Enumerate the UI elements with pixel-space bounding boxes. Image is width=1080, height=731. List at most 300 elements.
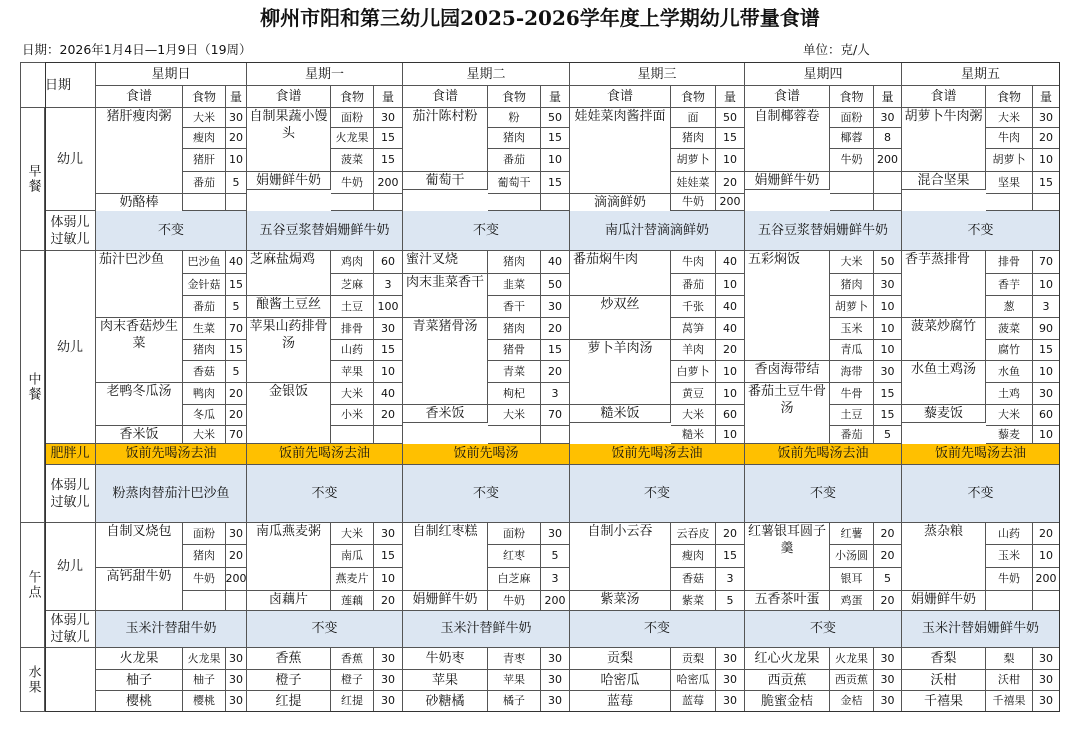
food-amount: 20 bbox=[716, 523, 745, 545]
food-item: 牛奶 bbox=[830, 149, 874, 172]
food-amount: 60 bbox=[716, 405, 745, 426]
food-item: 大米 bbox=[830, 251, 874, 274]
food-item: 玉米 bbox=[830, 318, 874, 340]
food-amount: 30 bbox=[374, 523, 403, 545]
lunch-alt: 粉蒸肉替茄汁巴沙鱼 bbox=[96, 465, 247, 523]
food-amount: 5 bbox=[226, 361, 247, 383]
food-header: 食物 bbox=[671, 86, 716, 108]
food-amount: 10 bbox=[716, 426, 745, 444]
food-item: 土豆 bbox=[830, 405, 874, 426]
food-item: 南瓜 bbox=[331, 545, 374, 568]
food-item: 瘦肉 bbox=[671, 545, 716, 568]
food-item: 海带 bbox=[830, 361, 874, 383]
food-amount: 15 bbox=[374, 340, 403, 361]
food-amount: 10 bbox=[874, 296, 902, 318]
fruit-item: 柚子 bbox=[183, 670, 226, 691]
date-header: 日期 bbox=[20, 62, 96, 108]
food-item: 牛奶 bbox=[671, 194, 716, 211]
food-amount: 5 bbox=[874, 568, 902, 591]
food-item: 大米 bbox=[986, 108, 1033, 128]
food-amount: 30 bbox=[874, 108, 902, 128]
fruit-item: 樱桃 bbox=[183, 691, 226, 712]
page-title: 柳州市阳和第三幼儿园2025-2026学年度上学期幼儿带量食谱 bbox=[260, 6, 820, 30]
food-amount: 90 bbox=[1033, 318, 1060, 340]
breakfast-alt: 不变 bbox=[96, 211, 247, 251]
food-item: 粉 bbox=[488, 108, 541, 128]
food-amount: 15 bbox=[226, 340, 247, 361]
dish-name: 五香茶叶蛋 bbox=[745, 591, 830, 611]
dish-name: 青菜猪骨汤 bbox=[403, 318, 488, 405]
amount-header: 量 bbox=[226, 86, 247, 108]
fruit-amount: 30 bbox=[716, 670, 745, 691]
fruit-item: 哈密瓜 bbox=[671, 670, 716, 691]
food-item: 坚果 bbox=[986, 172, 1033, 194]
food-item: 猪肉 bbox=[183, 340, 226, 361]
lunch-alt: 不变 bbox=[745, 465, 902, 523]
fruit-name: 橙子 bbox=[247, 670, 331, 691]
food-amount: 20 bbox=[226, 405, 247, 426]
breakfast-alt: 南瓜汁替滴滴鲜奶 bbox=[570, 211, 745, 251]
snack-alt: 不变 bbox=[247, 611, 403, 648]
food-item: 面粉 bbox=[830, 108, 874, 128]
food-item bbox=[488, 194, 541, 211]
dish-name: 自制叉烧包 bbox=[96, 523, 183, 568]
food-item: 牛奶 bbox=[331, 172, 374, 194]
food-item: 香菇 bbox=[671, 568, 716, 591]
food-amount: 15 bbox=[374, 149, 403, 172]
food-amount: 10 bbox=[226, 149, 247, 172]
food-item: 面粉 bbox=[331, 108, 374, 128]
food-item: 莴笋 bbox=[671, 318, 716, 340]
amount-header: 量 bbox=[874, 86, 902, 108]
dish-name: 娟姗鲜牛奶 bbox=[745, 172, 830, 190]
dish-name: 老鸭冬瓜汤 bbox=[96, 383, 183, 426]
food-amount: 60 bbox=[374, 251, 403, 274]
lunch-alt: 不变 bbox=[247, 465, 403, 523]
snack-alt: 不变 bbox=[570, 611, 745, 648]
dish-name: 娟姗鲜牛奶 bbox=[403, 591, 488, 611]
food-amount: 40 bbox=[716, 251, 745, 274]
fruit-item: 火龙果 bbox=[183, 648, 226, 670]
food-item: 红薯 bbox=[830, 523, 874, 545]
fruit-item: 梨 bbox=[986, 648, 1033, 670]
food-item: 番茄 bbox=[671, 274, 716, 296]
food-amount: 50 bbox=[716, 108, 745, 128]
food-item: 大米 bbox=[331, 383, 374, 405]
dish-name: 胡萝卜牛肉粥 bbox=[902, 108, 986, 172]
dish-name: 娟姗鲜牛奶 bbox=[902, 591, 986, 611]
dish-name: 茄汁巴沙鱼 bbox=[96, 251, 183, 318]
dish-name: 高钙甜牛奶 bbox=[96, 568, 183, 611]
fruit-item: 金桔 bbox=[830, 691, 874, 712]
food-item: 牛奶 bbox=[488, 591, 541, 611]
food-amount: 5 bbox=[226, 296, 247, 318]
fruit-item: 沃柑 bbox=[986, 670, 1033, 691]
food-amount: 40 bbox=[716, 318, 745, 340]
fruit-item: 千禧果 bbox=[986, 691, 1033, 712]
food-item: 大米 bbox=[488, 405, 541, 426]
food-amount: 15 bbox=[541, 172, 570, 194]
food-header: 食物 bbox=[183, 86, 226, 108]
fruit-item: 蓝莓 bbox=[671, 691, 716, 712]
snack-alt: 不变 bbox=[745, 611, 902, 648]
obese-note: 饭前先喝汤去油 bbox=[96, 444, 247, 465]
food-amount: 200 bbox=[374, 172, 403, 194]
food-item: 猪肉 bbox=[671, 128, 716, 149]
food-amount: 70 bbox=[226, 426, 247, 444]
food-item: 鸡蛋 bbox=[830, 591, 874, 611]
dish-name: 糙米饭 bbox=[570, 405, 671, 423]
food-item: 土鸡 bbox=[986, 383, 1033, 405]
dish-name: 红薯银耳圆子羹 bbox=[745, 523, 830, 591]
food-amount: 70 bbox=[1033, 251, 1060, 274]
recipe-header: 食谱 bbox=[247, 86, 331, 108]
food-amount: 10 bbox=[1033, 274, 1060, 296]
recipe-header: 食谱 bbox=[96, 86, 183, 108]
food-amount: 10 bbox=[374, 568, 403, 591]
food-amount bbox=[874, 194, 902, 211]
fruit-amount: 30 bbox=[1033, 691, 1060, 712]
weak-label: 体弱儿过敏儿 bbox=[45, 611, 96, 648]
food-item: 娃娃菜 bbox=[671, 172, 716, 194]
fruit-amount: 30 bbox=[541, 691, 570, 712]
snack-alt: 玉米汁替鲜牛奶 bbox=[403, 611, 570, 648]
fruit-name: 香梨 bbox=[902, 648, 986, 670]
food-item: 腐竹 bbox=[986, 340, 1033, 361]
fruit-amount: 30 bbox=[374, 670, 403, 691]
snack-alt: 玉米汁替娟姗鲜牛奶 bbox=[902, 611, 1060, 648]
dish-name: 番茄土豆牛骨汤 bbox=[745, 383, 830, 444]
food-amount: 30 bbox=[226, 523, 247, 545]
fruit-name: 火龙果 bbox=[96, 648, 183, 670]
dish-name: 芝麻盐焗鸡 bbox=[247, 251, 331, 296]
recipe-header: 食谱 bbox=[902, 86, 986, 108]
food-amount: 20 bbox=[541, 318, 570, 340]
food-amount: 40 bbox=[541, 251, 570, 274]
fruit-amount: 30 bbox=[374, 648, 403, 670]
fruit-name: 柚子 bbox=[96, 670, 183, 691]
food-item: 香菇 bbox=[183, 361, 226, 383]
food-item bbox=[830, 172, 874, 194]
fruit-item: 香蕉 bbox=[331, 648, 374, 670]
amount-header: 量 bbox=[374, 86, 403, 108]
food-item: 面粉 bbox=[183, 523, 226, 545]
fruit-amount: 30 bbox=[716, 691, 745, 712]
fruit-name: 牛奶枣 bbox=[403, 648, 488, 670]
food-item: 牛肉 bbox=[986, 128, 1033, 149]
food-item: 胡萝卜 bbox=[671, 149, 716, 172]
dish-name: 蜜汁叉烧 bbox=[403, 251, 488, 274]
fruit-name: 千禧果 bbox=[902, 691, 986, 712]
food-amount: 3 bbox=[1033, 296, 1060, 318]
food-amount: 3 bbox=[716, 568, 745, 591]
food-item: 小米 bbox=[331, 405, 374, 426]
fruit-amount: 30 bbox=[226, 691, 247, 712]
food-amount: 5 bbox=[541, 545, 570, 568]
fruit-amount: 30 bbox=[541, 670, 570, 691]
dish-name: 自制椰蓉卷 bbox=[745, 108, 830, 172]
child-label: 幼儿 bbox=[45, 108, 96, 211]
food-item: 香干 bbox=[488, 296, 541, 318]
food-amount: 15 bbox=[541, 128, 570, 149]
snack-label: 午点 bbox=[20, 523, 45, 648]
food-item bbox=[183, 194, 226, 211]
food-amount: 10 bbox=[1033, 426, 1060, 444]
food-item: 香芋 bbox=[986, 274, 1033, 296]
fruit-blank bbox=[45, 648, 96, 712]
food-amount: 30 bbox=[874, 361, 902, 383]
recipe-header: 食谱 bbox=[403, 86, 488, 108]
food-item: 番茄 bbox=[488, 149, 541, 172]
food-item: 生菜 bbox=[183, 318, 226, 340]
food-item: 猪肉 bbox=[488, 251, 541, 274]
food-header: 食物 bbox=[331, 86, 374, 108]
food-item: 大米 bbox=[331, 523, 374, 545]
food-amount: 20 bbox=[226, 383, 247, 405]
food-amount: 20 bbox=[874, 545, 902, 568]
day-header: 星期四 bbox=[745, 62, 902, 86]
fruit-name: 红心火龙果 bbox=[745, 648, 830, 670]
fruit-amount: 30 bbox=[226, 670, 247, 691]
food-amount: 30 bbox=[541, 296, 570, 318]
food-item: 排骨 bbox=[986, 251, 1033, 274]
child-label: 幼儿 bbox=[45, 251, 96, 444]
fruit-name: 樱桃 bbox=[96, 691, 183, 712]
food-amount bbox=[874, 172, 902, 194]
food-item: 云吞皮 bbox=[671, 523, 716, 545]
food-amount: 10 bbox=[716, 383, 745, 405]
food-amount: 15 bbox=[226, 274, 247, 296]
food-item: 牛奶 bbox=[183, 568, 226, 591]
food-amount: 20 bbox=[716, 340, 745, 361]
food-header: 食物 bbox=[830, 86, 874, 108]
dish-name: 南瓜燕麦粥 bbox=[247, 523, 331, 591]
lunch-label: 中餐 bbox=[20, 251, 45, 523]
day-header: 星期三 bbox=[570, 62, 745, 86]
food-amount: 15 bbox=[1033, 172, 1060, 194]
dish-name: 香卤海带结 bbox=[745, 361, 830, 383]
breakfast-alt: 五谷豆浆替娟姗鲜牛奶 bbox=[247, 211, 403, 251]
food-item: 苹果 bbox=[331, 361, 374, 383]
food-amount: 50 bbox=[541, 108, 570, 128]
dish-name: 香米饭 bbox=[96, 426, 183, 444]
dish-name: 香米饭 bbox=[403, 405, 488, 423]
food-item: 大米 bbox=[671, 405, 716, 426]
food-item: 白萝卜 bbox=[671, 361, 716, 383]
food-amount: 40 bbox=[226, 251, 247, 274]
dish-name: 香芋蒸排骨 bbox=[902, 251, 986, 318]
food-amount: 20 bbox=[874, 523, 902, 545]
date-range: 日期：2026年1月4日—1月9日（19周） bbox=[22, 42, 252, 57]
dish-name: 酿酱土豆丝 bbox=[247, 296, 331, 318]
fruit-label: 水果 bbox=[20, 648, 45, 712]
fruit-amount: 30 bbox=[874, 648, 902, 670]
food-item: 葡萄干 bbox=[488, 172, 541, 194]
fruit-name: 香蕉 bbox=[247, 648, 331, 670]
food-item: 枸杞 bbox=[488, 383, 541, 405]
fruit-item: 苹果 bbox=[488, 670, 541, 691]
fruit-item: 橘子 bbox=[488, 691, 541, 712]
food-item: 猪肉 bbox=[183, 545, 226, 568]
food-item: 山药 bbox=[986, 523, 1033, 545]
food-amount: 15 bbox=[716, 128, 745, 149]
lunch-alt: 不变 bbox=[403, 465, 570, 523]
dish-name: 自制红枣糕 bbox=[403, 523, 488, 591]
breakfast-alt: 五谷豆浆替娟姗鲜牛奶 bbox=[745, 211, 902, 251]
food-amount: 15 bbox=[541, 340, 570, 361]
food-amount: 30 bbox=[874, 274, 902, 296]
food-item: 白芝麻 bbox=[488, 568, 541, 591]
dish-name: 金银饭 bbox=[247, 383, 331, 444]
dish-name: 茄汁陈村粉 bbox=[403, 108, 488, 172]
food-amount: 30 bbox=[374, 108, 403, 128]
food-amount: 10 bbox=[874, 340, 902, 361]
food-amount: 15 bbox=[374, 545, 403, 568]
food-item: 千张 bbox=[671, 296, 716, 318]
fruit-item: 红提 bbox=[331, 691, 374, 712]
food-amount: 20 bbox=[226, 545, 247, 568]
lunch-alt: 不变 bbox=[570, 465, 745, 523]
food-item: 巴沙鱼 bbox=[183, 251, 226, 274]
day-header: 星期一 bbox=[247, 62, 403, 86]
food-item: 金针菇 bbox=[183, 274, 226, 296]
fruit-item: 贡梨 bbox=[671, 648, 716, 670]
food-amount: 20 bbox=[226, 128, 247, 149]
obese-label: 肥胖儿 bbox=[45, 444, 96, 465]
obese-note: 饭前先喝汤去油 bbox=[745, 444, 902, 465]
food-amount: 20 bbox=[874, 591, 902, 611]
unit-label: 单位：克/人 bbox=[803, 42, 870, 57]
food-amount: 20 bbox=[1033, 523, 1060, 545]
food-item: 土豆 bbox=[331, 296, 374, 318]
breakfast-alt: 不变 bbox=[902, 211, 1060, 251]
dish-name: 蒸杂粮 bbox=[902, 523, 986, 591]
fruit-name: 苹果 bbox=[403, 670, 488, 691]
food-item bbox=[830, 194, 874, 211]
recipe-header: 食谱 bbox=[745, 86, 830, 108]
food-item: 鸡肉 bbox=[331, 251, 374, 274]
food-item: 红枣 bbox=[488, 545, 541, 568]
food-amount: 40 bbox=[374, 383, 403, 405]
dish-name: 混合坚果 bbox=[902, 172, 986, 190]
dish-name: 娃娃菜肉酱拌面 bbox=[570, 108, 671, 194]
fruit-amount: 30 bbox=[874, 670, 902, 691]
food-amount: 5 bbox=[716, 591, 745, 611]
food-amount: 30 bbox=[374, 318, 403, 340]
food-amount: 15 bbox=[374, 128, 403, 149]
food-amount: 20 bbox=[716, 172, 745, 194]
food-amount: 50 bbox=[874, 251, 902, 274]
food-item bbox=[183, 591, 226, 611]
breakfast-alt: 不变 bbox=[403, 211, 570, 251]
day-header: 星期二 bbox=[403, 62, 570, 86]
dish-name: 肉末香菇炒生菜 bbox=[96, 318, 183, 383]
food-item: 紫菜 bbox=[671, 591, 716, 611]
food-item: 猪骨 bbox=[488, 340, 541, 361]
dish-name: 猪肝瘦肉粥 bbox=[96, 108, 183, 194]
food-amount: 200 bbox=[541, 591, 570, 611]
obese-note: 饭前先喝汤 bbox=[403, 444, 570, 465]
fruit-name: 脆蜜金桔 bbox=[745, 691, 830, 712]
food-amount: 100 bbox=[374, 296, 403, 318]
food-item: 猪肉 bbox=[488, 318, 541, 340]
dish-name: 娟姗鲜牛奶 bbox=[247, 172, 331, 190]
food-amount: 10 bbox=[716, 149, 745, 172]
food-amount: 20 bbox=[1033, 128, 1060, 149]
food-amount bbox=[1033, 591, 1060, 611]
food-header: 食物 bbox=[488, 86, 541, 108]
food-amount: 30 bbox=[541, 523, 570, 545]
dish-name: 卤藕片 bbox=[247, 591, 331, 611]
food-item: 牛肉 bbox=[671, 251, 716, 274]
lunch-alt: 不变 bbox=[902, 465, 1060, 523]
food-amount bbox=[374, 426, 403, 444]
food-amount: 10 bbox=[374, 361, 403, 383]
food-item: 牛奶 bbox=[986, 568, 1033, 591]
food-item bbox=[986, 194, 1033, 211]
food-amount: 200 bbox=[874, 149, 902, 172]
food-amount: 10 bbox=[716, 274, 745, 296]
fruit-amount: 30 bbox=[374, 691, 403, 712]
food-amount: 10 bbox=[874, 318, 902, 340]
dish-name: 苹果山药排骨汤 bbox=[247, 318, 331, 383]
fruit-item: 火龙果 bbox=[830, 648, 874, 670]
food-item: 银耳 bbox=[830, 568, 874, 591]
food-item: 大米 bbox=[183, 426, 226, 444]
obese-note: 饭前先喝汤去油 bbox=[902, 444, 1060, 465]
food-item: 葱 bbox=[986, 296, 1033, 318]
day-header: 星期日 bbox=[96, 62, 247, 86]
food-item: 莲藕 bbox=[331, 591, 374, 611]
food-amount: 200 bbox=[1033, 568, 1060, 591]
food-amount: 30 bbox=[1033, 108, 1060, 128]
day-header: 星期五 bbox=[902, 62, 1060, 86]
food-amount: 20 bbox=[374, 405, 403, 426]
weak-label: 体弱儿过敏儿 bbox=[45, 211, 96, 251]
food-amount: 10 bbox=[716, 361, 745, 383]
food-item: 牛骨 bbox=[830, 383, 874, 405]
food-item: 椰蓉 bbox=[830, 128, 874, 149]
food-amount: 20 bbox=[374, 591, 403, 611]
food-item: 猪肉 bbox=[488, 128, 541, 149]
food-amount bbox=[1033, 194, 1060, 211]
fruit-name: 哈密瓜 bbox=[570, 670, 671, 691]
food-amount bbox=[226, 591, 247, 611]
breakfast-label: 早餐 bbox=[20, 108, 45, 251]
dish-name: 滴滴鲜奶 bbox=[570, 194, 671, 212]
fruit-item: 橙子 bbox=[331, 670, 374, 691]
food-amount: 30 bbox=[226, 108, 247, 128]
fruit-name: 红提 bbox=[247, 691, 331, 712]
amount-header: 量 bbox=[716, 86, 745, 108]
dish-name: 肉末韭菜香干 bbox=[403, 274, 488, 318]
weak-label: 体弱儿过敏儿 bbox=[45, 465, 96, 523]
dish-name: 奶酪棒 bbox=[96, 194, 183, 212]
food-item: 菠菜 bbox=[986, 318, 1033, 340]
food-item: 胡萝卜 bbox=[986, 149, 1033, 172]
food-item: 藜麦 bbox=[986, 426, 1033, 444]
food-item: 羊肉 bbox=[671, 340, 716, 361]
food-amount: 70 bbox=[541, 405, 570, 426]
dish-name: 萝卜羊肉汤 bbox=[570, 340, 671, 405]
food-amount bbox=[226, 194, 247, 211]
fruit-amount: 30 bbox=[226, 648, 247, 670]
food-item bbox=[488, 426, 541, 444]
food-amount: 15 bbox=[874, 383, 902, 405]
food-item: 面 bbox=[671, 108, 716, 128]
food-amount: 20 bbox=[541, 361, 570, 383]
food-item bbox=[986, 591, 1033, 611]
